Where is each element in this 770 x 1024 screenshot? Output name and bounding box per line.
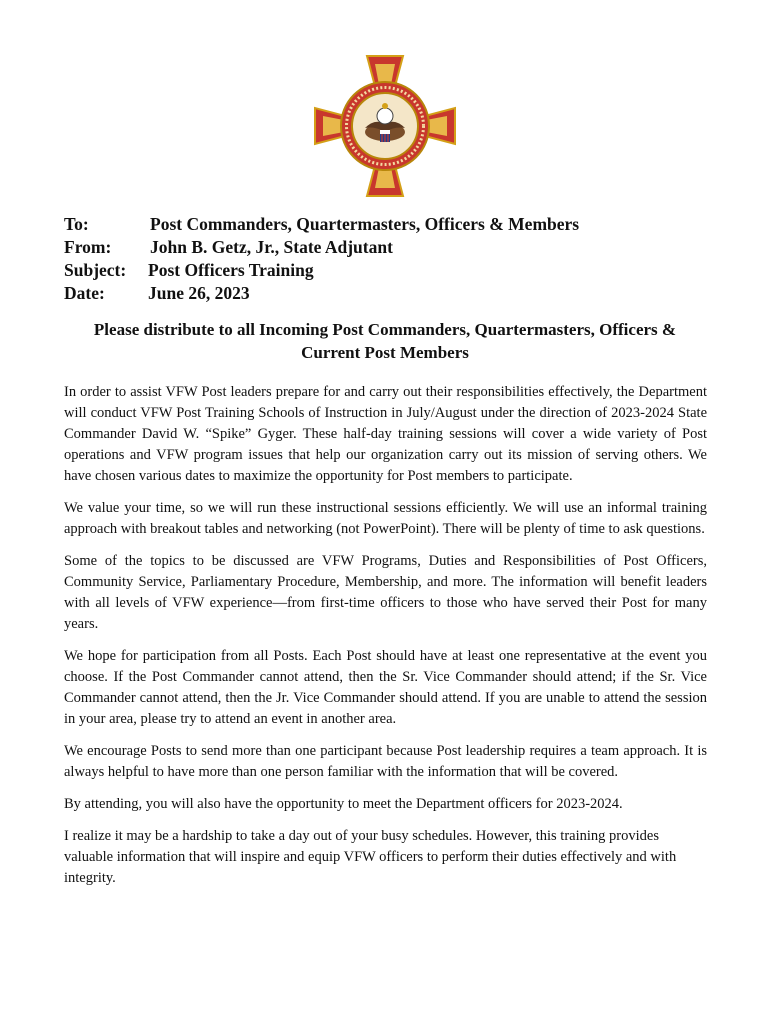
memo-from-value: John B. Getz, Jr., State Adjutant — [150, 237, 393, 257]
memo-from-row — [64, 236, 664, 259]
memo-to-label: To: — [64, 214, 89, 234]
memo-date-row — [64, 282, 664, 305]
body-paragraph-5: We encourage Posts to send more than one participant because Post leadership requires a team approach. It is always helpful to have more than one person familiar with the information that will be covered. — [64, 743, 707, 780]
memo-header — [64, 213, 664, 305]
body-paragraph-2: We value your time, so we will run these instructional sessions efficiently. We will use an informal training approach with breakout tables and networking (not PowerPoint). There will be plenty of time to ask questions. — [64, 500, 707, 537]
body-paragraph-1: In order to assist VFW Post leaders prepare for and carry out their responsibilities effectively, the Department will conduct VFW Post Training Schools of Instruction in July/August under the direction of 2023-2024 State Commander David W. “Spike” Gyger. These half-day training sessions will cover a wide variety of Post operations and VFW program issues that help our organization carry out its mission of serving others. We have chosen various dates to maximize the opportunity for Post members to participate. — [64, 384, 707, 484]
body-paragraph-6: By attending, you will also have the opportunity to meet the Department officers for 2023-2024. — [64, 796, 623, 812]
vfw-emblem-icon — [309, 50, 461, 202]
body-paragraph-7: I realize it may be a hardship to take a day out of your busy schedules. However, this training provides valuable information that will inspire and equip VFW officers to perform their duties effectively and with integrity. — [64, 828, 677, 886]
body-paragraph-4: We hope for participation from all Posts. Each Post should have at least one representative at the event you choose. If the Post Commander cannot attend, then the Sr. Vice Commander should attend; if the Sr. Vice Commander cannot attend, then the Jr. Vice Commander should attend. If you are unable to attend the session in your area, please try to attend an event in another area. — [64, 648, 707, 727]
memo-subject-value: Post Officers Training — [148, 260, 314, 280]
memo-date-value: June 26, 2023 — [148, 283, 250, 303]
memo-from-label: From: — [64, 237, 112, 257]
memo-to-value: Post Commanders, Quartermasters, Officers & Members — [150, 214, 580, 234]
vfw-emblem-logo — [309, 50, 461, 202]
memo-subject-label: Subject: — [64, 260, 127, 280]
distribution-headline: Please distribute to all Incoming Post Commanders, Quartermasters, Officers & Current Post Members — [93, 320, 677, 362]
memo-date-label: Date: — [64, 283, 105, 303]
memo-subject-row — [64, 259, 664, 282]
memo-to-row — [64, 213, 664, 236]
letter-body — [64, 382, 707, 900]
body-paragraph-3: Some of the topics to be discussed are VFW Programs, Duties and Responsibilities of Post Officers, Community Service, Parliamentary Procedure, Membership, and more. The information will benefit leaders with all levels of VFW experience—from first-time officers to those who have served their Post for many years. — [64, 553, 707, 632]
